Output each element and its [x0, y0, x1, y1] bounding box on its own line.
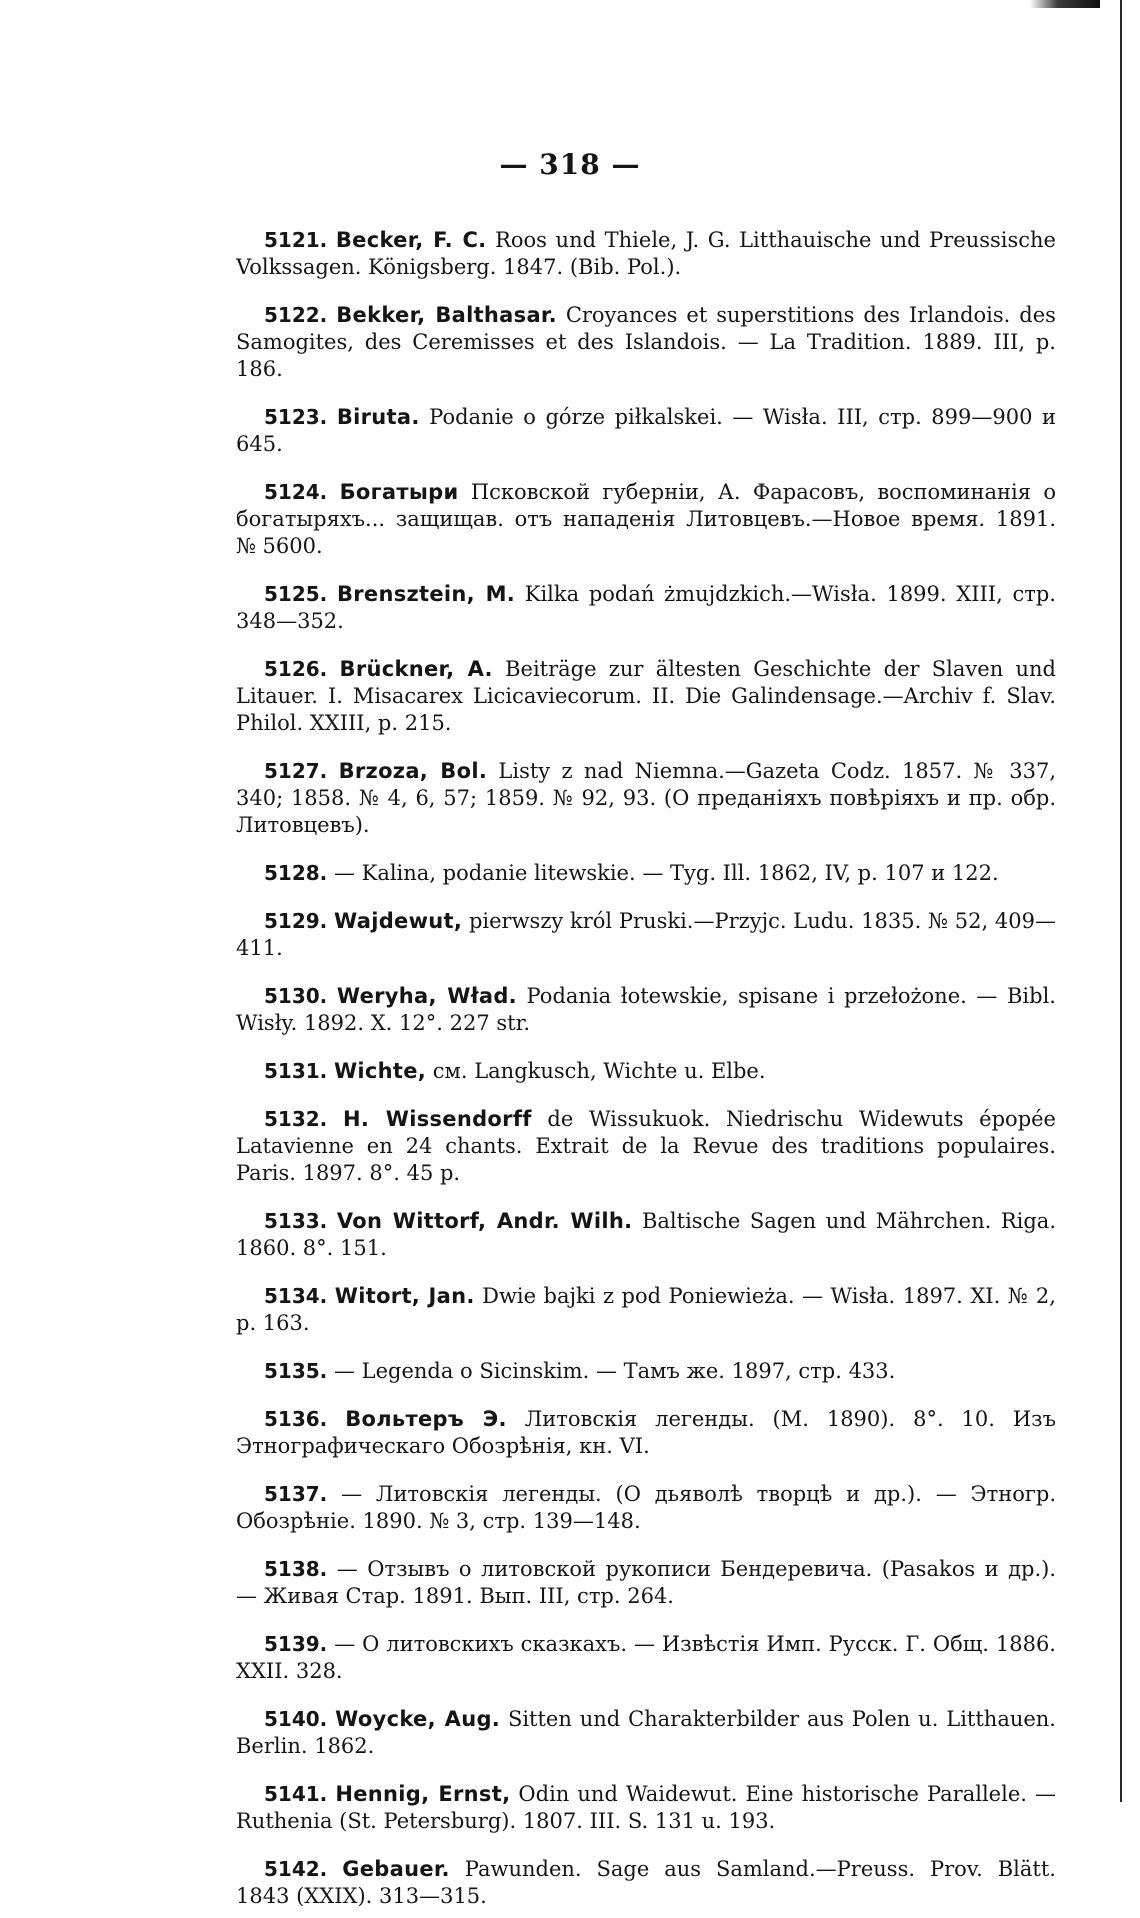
entry-author: Богатыри [339, 480, 459, 504]
entry-text: — Kalina, podanie litewskie. — Tyg. Ill. 1862, IV, p. 107 и 122. [333, 861, 999, 885]
entry-text: Псковской губерніи, А. Фарасовъ, воспоминанія о богатыряхъ... защищав. отъ нападенія Литовцевъ.—Новое время. 1891. № 5600. [236, 480, 1056, 558]
scan-page-edge [1120, 0, 1122, 1802]
entry-author: Brzoza, Bol. [338, 759, 488, 783]
entry-number: 5141. [264, 1782, 328, 1806]
bibliography-entry [236, 302, 1056, 383]
entry-author: Gebauer. [342, 1857, 450, 1881]
entry-author: Wichte, [333, 1059, 427, 1083]
bibliography-entry [236, 1406, 1056, 1460]
page-number: — 318 — [499, 148, 641, 181]
entry-text: — Отзывъ о литовской рукописи Бендеревича. (Pasakos и др.). — Живая Стар. 1891. Вып. III, стр. 264. [236, 1557, 1056, 1608]
entry-text: Pawunden. Sage aus Samland.—Preuss. Prov. Blätt. 1843 (XXIX). 313—315. [236, 1857, 1056, 1908]
bibliography-entry [236, 1283, 1056, 1337]
entry-text: Литовскія легенды. (М. 1890). 8°. 10. Изъ Этнографическаго Обозрѣнія, кн. VI. [236, 1407, 1056, 1458]
entry-text: Baltische Sagen und Mährchen. Riga. 1860. 8°. 151. [236, 1209, 1057, 1260]
entry-text: Roos und Thiele, J. G. Litthauische und Preussische Volkssagen. Königsberg. 1847. (Bib. Pol.). [236, 228, 1056, 279]
bibliography-entry [236, 758, 1056, 839]
bibliography-entry [236, 1358, 1056, 1385]
bibliography-entry [236, 581, 1056, 635]
entry-author: Brückner, A. [339, 657, 493, 681]
entry-author: Woycke, Aug. [335, 1707, 501, 1731]
bibliography-entry [236, 1058, 1056, 1085]
entry-number: 5123. [264, 405, 328, 429]
bibliography-entry [236, 404, 1056, 458]
entry-text: Listy z nad Niemna.—Gazeta Codz. 1857. № 337, 340; 1858. № 4, 6, 57; 1859. № 92, 93. (О преданіяхъ повѣріяхъ и пр. обр. Литовцевъ). [236, 759, 1056, 837]
entry-number: 5135. [264, 1359, 328, 1383]
entry-author: H. Wissendorff [342, 1107, 532, 1131]
entry-text: Croyances et superstitions des Irlandois. des Samogites, des Ceremisses et des Islandois. — La Tradition. 1889. III, p. 186. [236, 303, 1056, 381]
bibliography-entry [236, 908, 1056, 962]
bibliography-entry [236, 983, 1056, 1037]
entry-number: 5125. [264, 582, 328, 606]
entry-author: Brensztein, M. [336, 582, 516, 606]
entry-text: — Литовскія легенды. (О дьяволѣ творцѣ и др.). — Этногр. Обозрѣніе. 1890. № 3, стр. 139—148. [236, 1482, 1056, 1533]
entry-text: см. Langkusch, Wichte u. Elbe. [432, 1059, 766, 1083]
entry-text: Dwie bajki z pod Poniewieża. — Wisła. 1897. XI. № 2, p. 163. [236, 1284, 1056, 1335]
entry-text: — О литовскихъ сказкахъ. — Извѣстія Имп. Русск. Г. Общ. 1886. XXII. 328. [236, 1632, 1056, 1683]
bibliography-entry [236, 860, 1056, 887]
entry-number: 5138. [264, 1557, 328, 1581]
entry-text: Sitten und Charakterbilder aus Polen u. Litthauen. Berlin. 1862. [236, 1707, 1056, 1758]
bibliography-entry [236, 227, 1056, 281]
entry-author: Biruta. [336, 405, 420, 429]
scan-corner-mark [1030, 0, 1100, 8]
entry-number: 5132. [264, 1107, 328, 1131]
entry-number: 5140. [264, 1707, 328, 1731]
entry-number: 5133. [264, 1209, 328, 1233]
entry-number: 5129. [264, 909, 328, 933]
entry-text: Kilka podań żmujdzkich.—Wisła. 1899. XIII, стр. 348—352. [236, 582, 1056, 633]
bibliography-entry [236, 1856, 1056, 1910]
entry-author: Weryha, Wład. [336, 984, 517, 1008]
entry-author: Bekker, Balthasar. [336, 303, 557, 327]
entry-text: Podanie o górze piłkalskei. — Wisła. III, стр. 899—900 и 645. [236, 405, 1056, 456]
entry-number: 5137. [264, 1482, 328, 1506]
entry-text: — Legenda o Sicinskim. — Тамъ же. 1897, стр. 433. [333, 1359, 896, 1383]
bibliography-entry [236, 1481, 1056, 1535]
entry-text: pierwszy król Pruski.—Przyjc. Ludu. 1835. № 52, 409—411. [236, 909, 1056, 960]
entry-number: 5130. [264, 984, 328, 1008]
bibliography-entry [236, 1706, 1056, 1760]
entry-author: Hennig, Ernst, [335, 1782, 511, 1806]
entry-author: Von Wittorf, Andr. Wilh. [336, 1209, 633, 1233]
entry-number: 5136. [264, 1407, 328, 1431]
entry-number: 5122. [264, 303, 328, 327]
entry-number: 5124. [264, 480, 328, 504]
bibliography-entry [236, 479, 1056, 560]
entry-author: Wajdewut, [334, 909, 463, 933]
entry-number: 5134. [264, 1284, 328, 1308]
bibliography-entry [236, 1106, 1056, 1187]
bibliography-entry [236, 656, 1056, 737]
entry-number: 5126. [264, 657, 328, 681]
entry-number: 5127. [264, 759, 328, 783]
bibliography-entry [236, 1781, 1056, 1835]
entry-number: 5128. [264, 861, 328, 885]
entry-text: Podania łotewskie, spisane i przełożone. — Bibl. Wisły. 1892. X. 12°. 227 str. [236, 984, 1056, 1035]
entry-number: 5142. [264, 1857, 328, 1881]
entry-text: de Wissukuok. Niedrischu Widewuts épopée Latavienne en 24 chants. Extrait de la Revue des traditions populaires. Paris. 1897. 8°. 45 p. [236, 1107, 1056, 1185]
entry-text: Beiträge zur ältesten Geschichte der Slaven und Litauer. I. Misacarex Licicaviecorum. II. Die Galindensage.—Archiv f. Slav. Philol. XXIII, p. 215. [236, 657, 1056, 735]
entry-author: Witort, Jan. [334, 1284, 475, 1308]
entry-author: Becker, F. C. [335, 228, 487, 252]
entry-number: 5121. [264, 228, 328, 252]
bibliography-entry [236, 1631, 1056, 1685]
bibliography-entry [236, 1556, 1056, 1610]
bibliography-entry [236, 1208, 1056, 1262]
bibliography-entries [236, 206, 1056, 1918]
entry-text: Odin und Waidewut. Eine historische Parallele. — Ruthenia (St. Petersburg). 1807. III. S. 131 u. 193. [236, 1782, 1056, 1833]
entry-number: 5131. [264, 1059, 328, 1083]
entry-number: 5139. [264, 1632, 328, 1656]
entry-author: Вольтеръ Э. [345, 1407, 507, 1431]
